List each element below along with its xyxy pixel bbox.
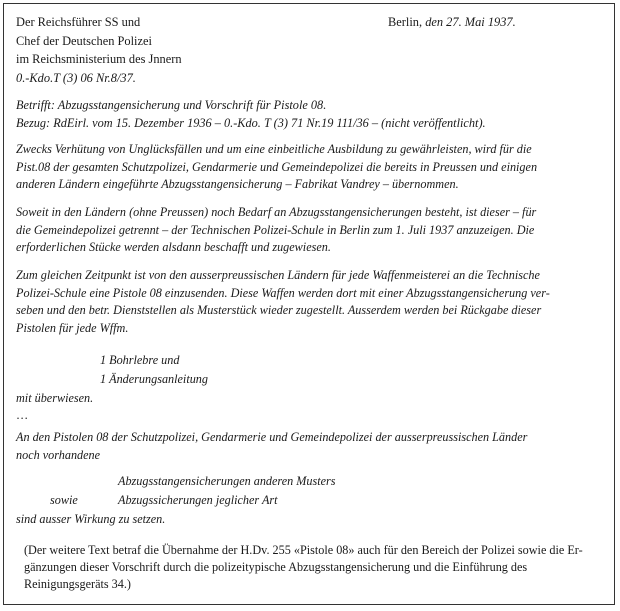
paragraph-4 xyxy=(16,429,606,464)
paragraph-line: noch vorhandene xyxy=(16,447,101,462)
paragraph-3 xyxy=(16,267,606,337)
paragraph-line: Zwecks Verhütung von Unglücksfällen und um eine einbeitliche Ausbildung zu gewährleisten, wird für die xyxy=(16,142,532,156)
list-tail: mit überwiesen. xyxy=(16,391,94,405)
paragraph-2 xyxy=(16,204,606,257)
sender-line-1: Der Reichsführer SS und xyxy=(16,15,141,29)
paragraph-line: An den Pistolen 08 der Schutzpolizei, Gendarmerie und Gemeindepolizei der ausserpreussischen Länder xyxy=(16,430,528,444)
list2-prefix: sowie xyxy=(50,493,78,507)
paragraph-line: die Gemeindepolizei getrennt – der Technischen Polizei-Schule in Berlin zum 1. Juli 1937 anzuzeigen. Die xyxy=(16,222,535,237)
list2-line-2: Abzugssicherungen jeglicher Art xyxy=(118,493,278,507)
place: Berlin, xyxy=(388,15,423,29)
paragraph-4-tail: sind ausser Wirkung zu setzen. xyxy=(16,512,166,526)
document-page xyxy=(3,3,615,605)
list-item-bohrlehre: 1 Bohrlebre und xyxy=(100,353,180,367)
subject-bezug: Bezug: RdEirl. vom 15. Dezember 1936 – 0.-Kdo. T (3) 71 Nr.19 111/36 – (nicht veröffentlicht). xyxy=(16,116,486,130)
paragraph-line: erforderlichen Stücke werden alsdann beschafft und zugewiesen. xyxy=(16,240,331,254)
note-line: (Der weitere Text betraf die Übernahme der H.Dv. 255 «Pistole 08» auch für den Bereich der Polizei sowie die Er- xyxy=(24,543,583,557)
subject-betrifft: Betrifft: Abzugsstangensicherung und Vorschrift für Pistole 08. xyxy=(16,98,327,112)
paragraph-line: Pist.08 der gesamten Schutzpolizei, Gendarmerie und Gemeindepolizei die bereits in Preussen und einigen xyxy=(16,159,538,174)
paragraph-1 xyxy=(16,141,606,194)
sender-line-2: Chef der Deutschen Polizei xyxy=(16,34,152,48)
editorial-note xyxy=(24,542,608,593)
ellipsis: … xyxy=(16,408,29,422)
note-line: Reinigungsgeräts 34.) xyxy=(24,577,131,591)
paragraph-line: anderen Ländern eingeführte Abzugsstangensicherung – Fabrikat Vandrey – übernommen. xyxy=(16,177,459,191)
sender-line-3: im Reichsministerium des Jnnern xyxy=(16,52,182,66)
list-item-anleitung: 1 Änderungsanleitung xyxy=(100,372,208,386)
paragraph-line: seben und den betr. Dienststellen als Musterstück wieder zugestellt. Ausserdem werden bei Rückgabe dieser xyxy=(16,303,542,317)
paragraph-line: Zum gleichen Zeitpunkt ist von den ausserpreussischen Ländern für jede Waffenmeisterei an die Technische xyxy=(16,268,540,282)
paragraph-line: Polizei-Schule eine Pistole 08 einzusenden. Diese Waffen werden dort mit einer Abzugsstangensicherung ver- xyxy=(16,285,550,300)
list2-line-1: Abzugsstangensicherungen anderen Musters xyxy=(118,474,336,488)
reference-number: 0.-Kdo.T (3) 06 Nr.8/37. xyxy=(16,71,136,85)
date: den 27. Mai 1937. xyxy=(425,15,516,29)
note-line: gänzungen dieser Vorschrift durch die polizeitypische Abzugsstangensicherung und die Einführung des xyxy=(24,560,528,574)
paragraph-line: Pistolen für jede Wffm. xyxy=(16,320,129,335)
paragraph-line: Soweit in den Ländern (ohne Preussen) noch Bedarf an Abzugsstangensicherungen besteht, ist dieser – für xyxy=(16,205,537,219)
dateline xyxy=(388,14,516,31)
